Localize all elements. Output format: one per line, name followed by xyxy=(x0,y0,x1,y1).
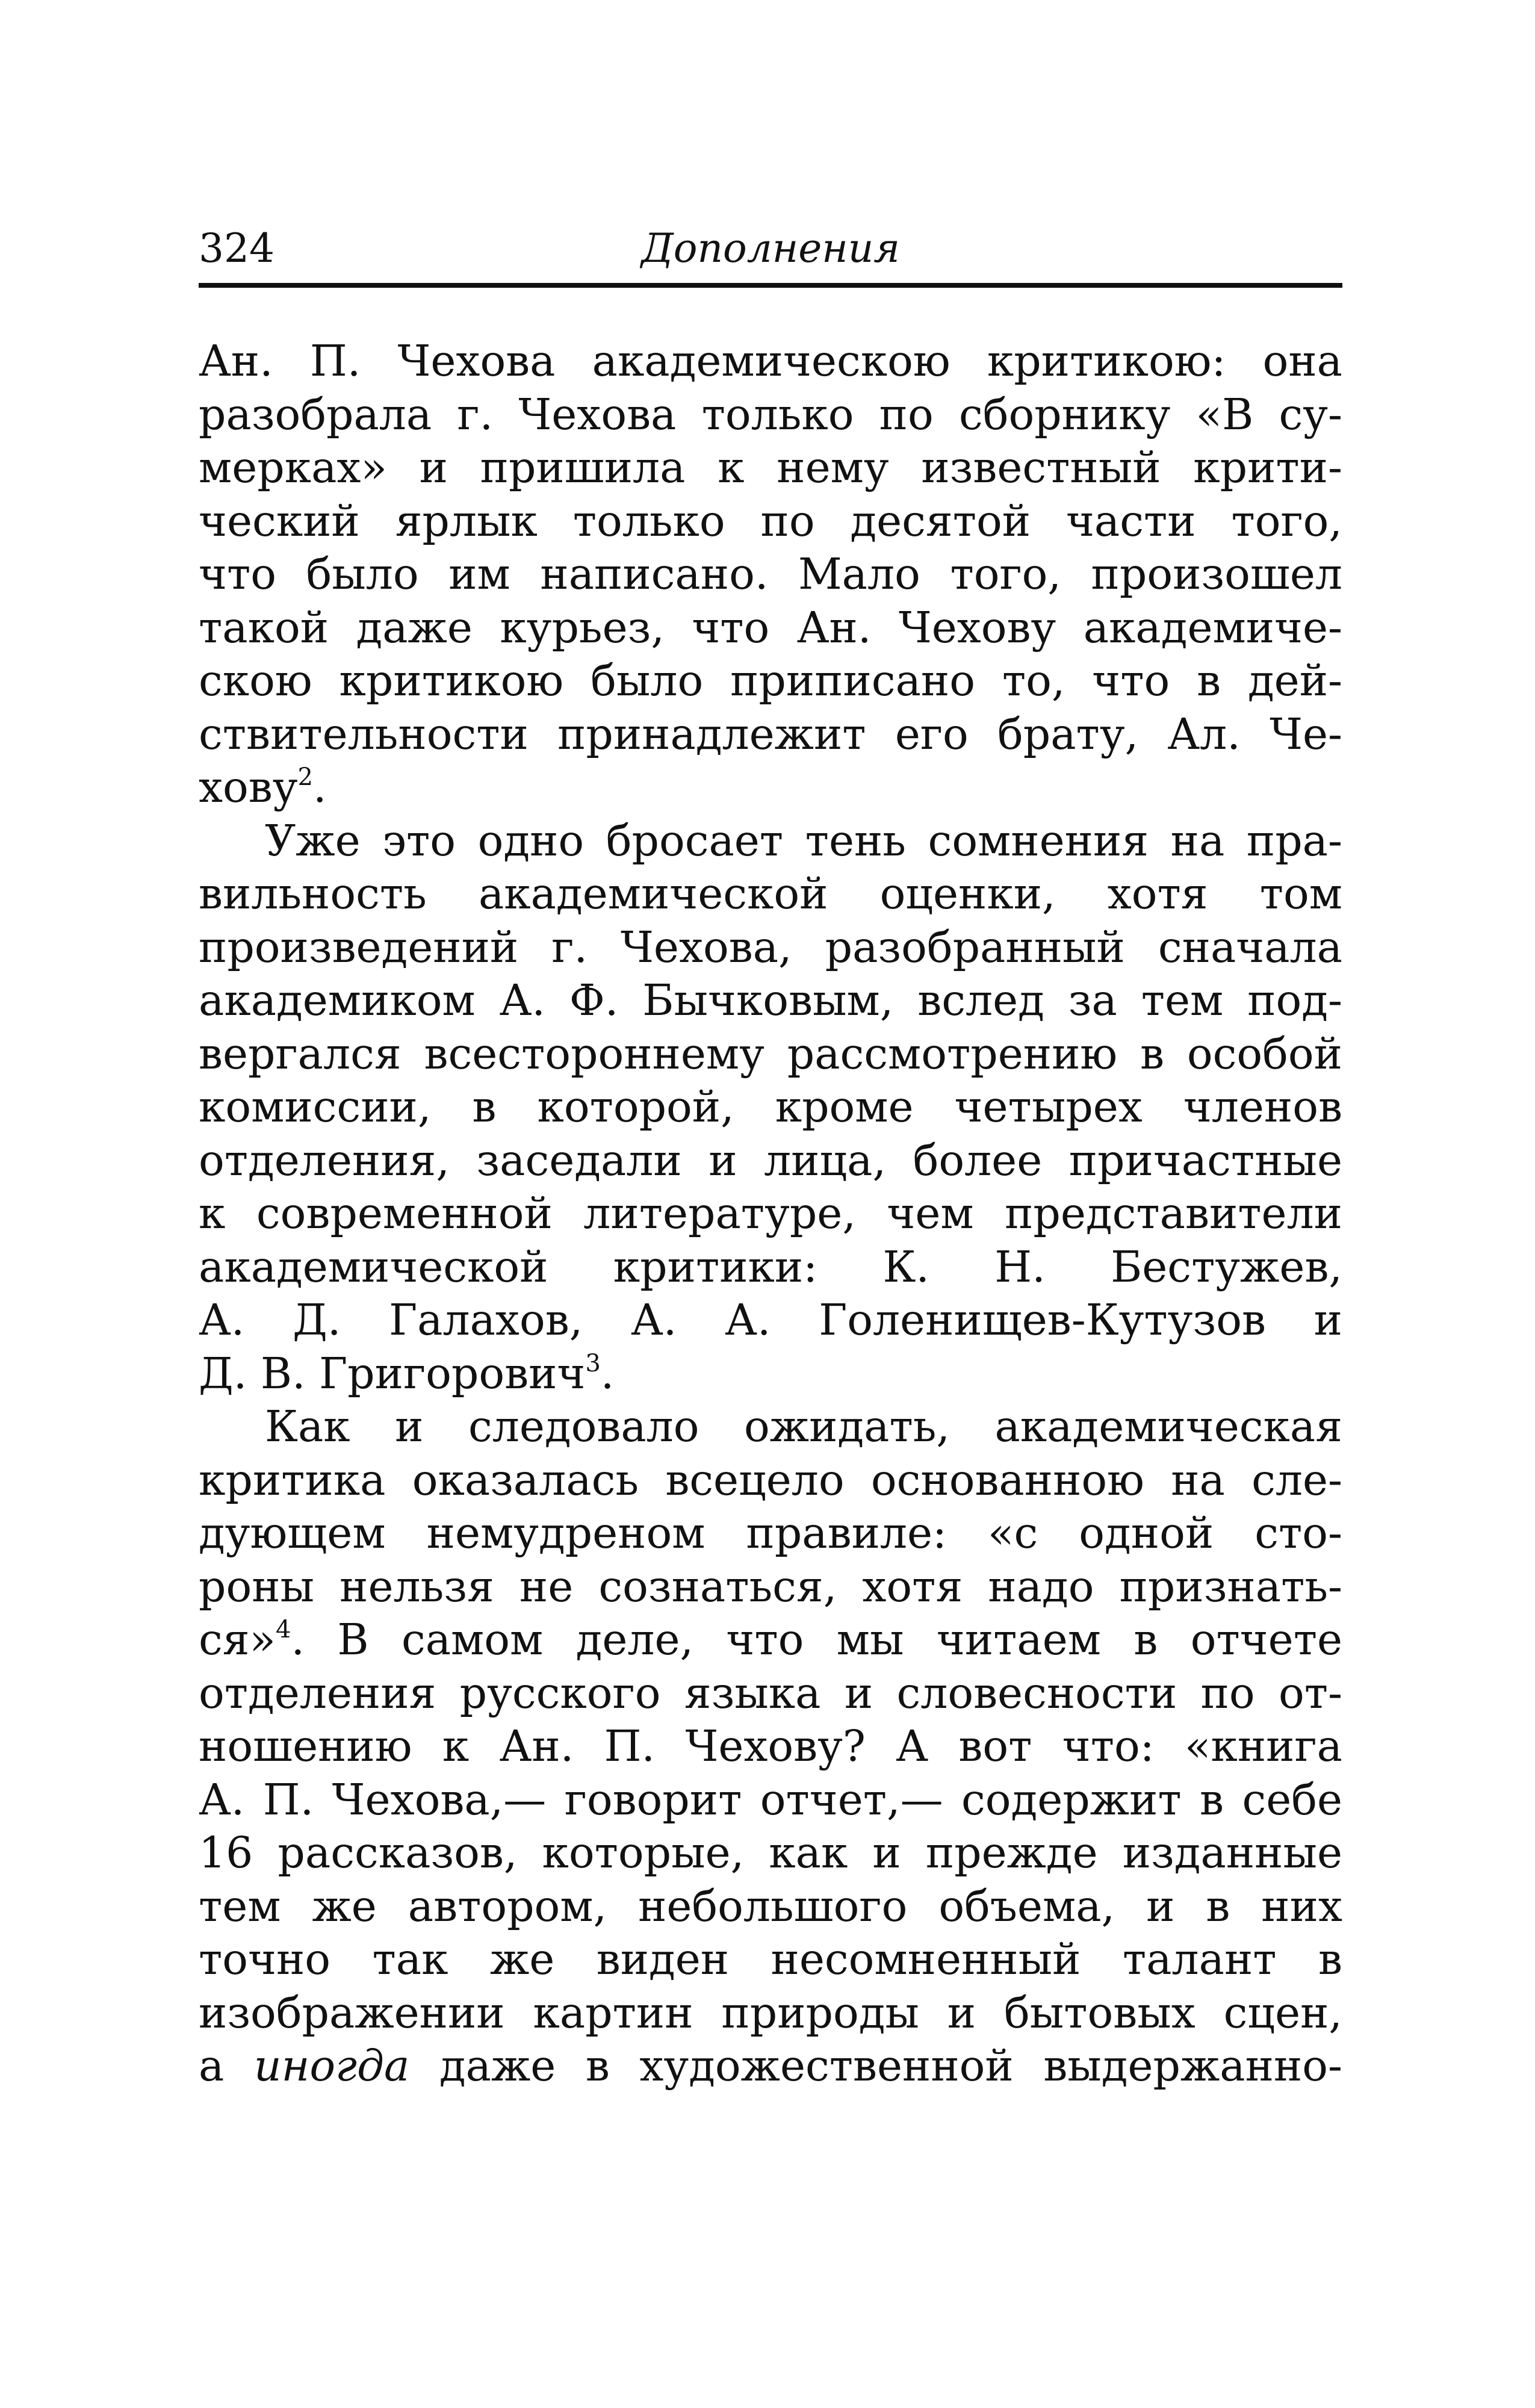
text-line-content: А. Д. Галахов, А. А. Голенищев-Кутузов и xyxy=(199,1295,1342,1345)
text-line-content: хову xyxy=(199,762,298,812)
footnote-marker: 4 xyxy=(276,1616,291,1643)
text-line xyxy=(199,335,1342,388)
text-line xyxy=(199,1560,1342,1614)
text-line xyxy=(199,1507,1342,1560)
text-line xyxy=(199,495,1342,548)
text-line-continuation: . xyxy=(313,762,327,812)
text-line xyxy=(199,815,1342,868)
text-line xyxy=(199,601,1342,655)
footnote-marker: 2 xyxy=(297,763,313,791)
text-line-continuation: даже в художественной выдержанно- xyxy=(409,2041,1342,2091)
text-line-content: дующем немудреном правиле: «с одной сто- xyxy=(199,1508,1342,1558)
text-line xyxy=(199,1880,1342,1934)
text-line xyxy=(199,441,1342,495)
text-line xyxy=(199,1134,1342,1188)
text-line xyxy=(199,1187,1342,1241)
text-line xyxy=(199,1826,1342,1880)
text-line-content: такой даже курьез, что Ан. Чехову академиче- xyxy=(199,602,1342,653)
text-line-continuation: . В самом деле, что мы читаем в отчете xyxy=(291,1615,1342,1665)
text-line-content: роны нельзя не сознаться, хотя надо признать- xyxy=(199,1561,1342,1612)
text-line xyxy=(199,1294,1342,1347)
text-line-content: Д. В. Григорович xyxy=(199,1348,586,1398)
text-line-content: вильность академической оценки, хотя том xyxy=(199,869,1342,919)
text-line xyxy=(199,1400,1342,1454)
text-line-content: Уже это одно бросает тень сомнения на пра- xyxy=(265,815,1342,866)
text-line-content: тем же автором, небольшого объема, и в них xyxy=(199,1881,1342,1931)
text-line xyxy=(199,1081,1342,1134)
text-line-continuation: . xyxy=(600,1348,615,1398)
text-line xyxy=(199,2040,1342,2093)
text-line-content: Как и следовало ожидать, академическая xyxy=(265,1401,1342,1451)
text-line-content: ношению к Ан. П. Чехову? А вот что: «книга xyxy=(199,1721,1342,1771)
text-line xyxy=(199,1241,1342,1294)
text-line-content: ся» xyxy=(199,1615,276,1665)
text-line-content: вергался всестороннему рассмотрению в особой xyxy=(199,1028,1342,1079)
text-line-content: точно так же виден несомненный талант в xyxy=(199,1934,1342,1984)
text-line xyxy=(199,1667,1342,1721)
text-line xyxy=(199,1987,1342,2040)
text-line xyxy=(199,974,1342,1028)
text-line-content: что было им написано. Мало того, произошел xyxy=(199,549,1342,599)
running-head xyxy=(199,217,1342,288)
text-line-content: 16 рассказов, которые, как и прежде изданные xyxy=(199,1828,1342,1878)
text-line xyxy=(199,921,1342,975)
body-text xyxy=(199,335,1342,2093)
text-line-content: академиком А. Ф. Бычковым, вслед за тем под- xyxy=(199,975,1342,1025)
text-line xyxy=(199,654,1342,708)
footnote-marker: 3 xyxy=(585,1349,601,1377)
text-line-content: А. П. Чехова,— говорит отчет,— содержит в себе xyxy=(199,1774,1342,1825)
text-line-content: изображении картин природы и бытовых сцен, xyxy=(199,1987,1342,2038)
text-line-content: ствительности принадлежит его брату, Ал. Че- xyxy=(199,709,1342,759)
section-title: Дополнения xyxy=(641,225,900,272)
text-line xyxy=(199,761,1342,815)
text-line-content: а xyxy=(199,2041,254,2091)
text-line xyxy=(199,708,1342,762)
text-line xyxy=(199,1720,1342,1773)
text-line-content: комиссии, в которой, кроме четырех членов xyxy=(199,1082,1342,1132)
text-line-content: академической критики: К. Н. Бестужев, xyxy=(199,1241,1342,1292)
text-line xyxy=(199,388,1342,442)
text-line-content: отделения, заседали и лица, более причастные xyxy=(199,1135,1342,1185)
text-line-content: мерках» и пришила к нему известный крити- xyxy=(199,442,1342,492)
text-line xyxy=(199,867,1342,921)
text-line-content: разобрала г. Чехова только по сборнику «В су- xyxy=(199,389,1342,439)
book-page xyxy=(199,217,1342,2093)
text-line-content: Ан. П. Чехова академическою критикою: она xyxy=(199,336,1342,386)
text-line-content: к современной литературе, чем представители xyxy=(199,1188,1342,1238)
page-number: 324 xyxy=(199,225,274,272)
text-line xyxy=(199,548,1342,601)
text-line xyxy=(199,1347,1342,1401)
text-line xyxy=(199,1933,1342,1987)
emphasized-word: иногда xyxy=(253,2041,410,2091)
text-line-content: скою критикою было приписано то, что в дей- xyxy=(199,656,1342,706)
text-line-content: произведений г. Чехова, разобранный сначала xyxy=(199,922,1342,972)
text-line xyxy=(199,1028,1342,1081)
text-line-content: отделения русского языка и словесности по от- xyxy=(199,1668,1342,1718)
text-line xyxy=(199,1773,1342,1827)
text-line xyxy=(199,1454,1342,1507)
text-line xyxy=(199,1613,1342,1667)
text-line-content: критика оказалась всецело основанною на сле- xyxy=(199,1454,1342,1505)
text-line-content: ческий ярлык только по десятой части того, xyxy=(199,495,1342,546)
